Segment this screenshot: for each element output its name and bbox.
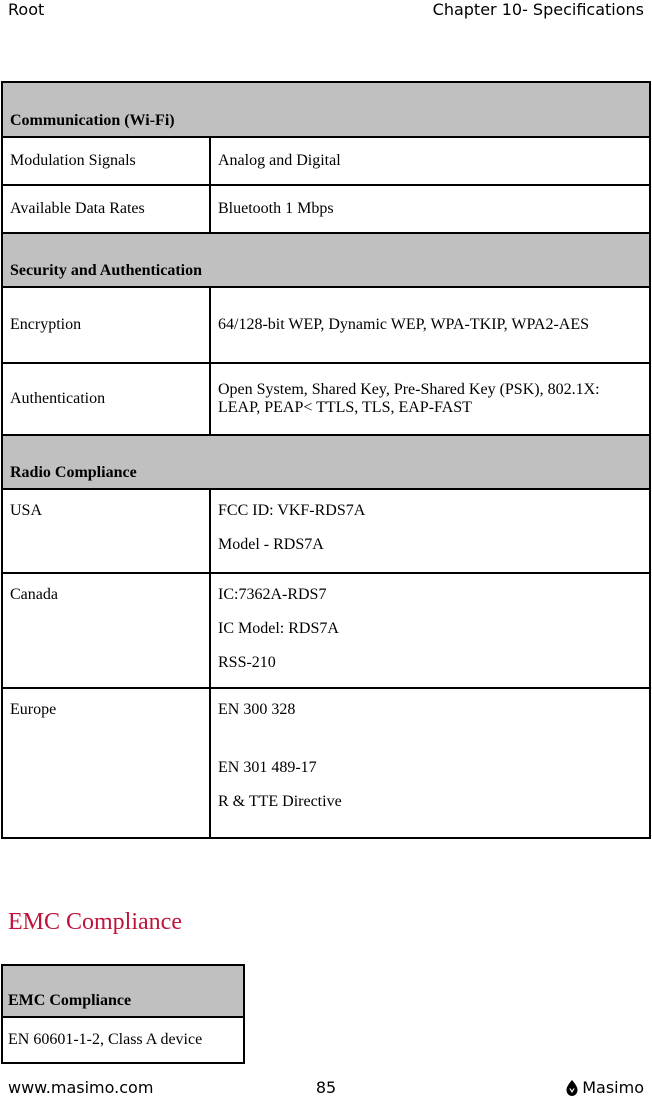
page-number: 85 [315,1078,337,1097]
row-value [210,489,650,573]
table-row [2,489,650,573]
table-row [2,363,650,435]
section-header-radio: Radio Compliance [2,435,650,489]
footer-url: www.masimo.com [8,1078,154,1097]
row-label: Available Data Rates [2,185,210,233]
value-line: R & TTE Directive [218,793,342,810]
table-row [2,573,650,688]
row-label: Authentication [2,363,210,435]
section-header-security: Security and Authentication [2,233,650,287]
masimo-logo-icon [566,1080,578,1096]
row-value [210,688,650,838]
row-value: Analog and Digital [210,137,650,185]
emc-table [1,964,245,1064]
section-row-radio [2,435,650,489]
specifications-table [1,81,651,839]
value-line: RSS-210 [218,654,276,671]
value-line: Open System, Shared Key, Pre-Shared Key (PSK), 802.1X: LEAP, PEAP< TTLS, TLS, EAP-FAST [218,381,600,416]
value-line: EN 300 328 [218,701,296,718]
row-value [210,573,650,688]
row-label: Canada [2,573,210,688]
row-value: Bluetooth 1 Mbps [210,185,650,233]
running-header-right: Chapter 10- Specifications [432,0,644,19]
row-label: Encryption [2,287,210,363]
value-line: IC Model: RDS7A [218,620,339,637]
row-label: Modulation Signals [2,137,210,185]
section-row-communication [2,82,650,137]
section-row-security [2,233,650,287]
footer-brand [566,1078,644,1098]
value-line: 64/128-bit WEP, Dynamic WEP, WPA-TKIP, WPA2-AES [218,316,589,333]
value-line: Model - RDS7A [218,536,324,553]
emc-table-value: EN 60601-1-2, Class A device [2,1017,244,1063]
row-label: USA [2,489,210,573]
brand-name: Masimo [582,1078,644,1097]
table-row [2,287,650,363]
row-value [210,363,650,435]
row-label: Europe [2,688,210,838]
section-header-communication: Communication (Wi-Fi) [2,82,650,137]
value-line: EN 301 489-17 [218,759,317,776]
value-line: FCC ID: VKF-RDS7A [218,502,366,519]
running-header-left: Root [8,0,45,19]
table-row [2,137,650,185]
row-value [210,287,650,363]
emc-section-heading: EMC Compliance [8,909,182,935]
table-row [2,688,650,838]
table-row [2,185,650,233]
value-line: IC:7362A-RDS7 [218,586,327,603]
emc-table-header: EMC Compliance [2,965,244,1017]
